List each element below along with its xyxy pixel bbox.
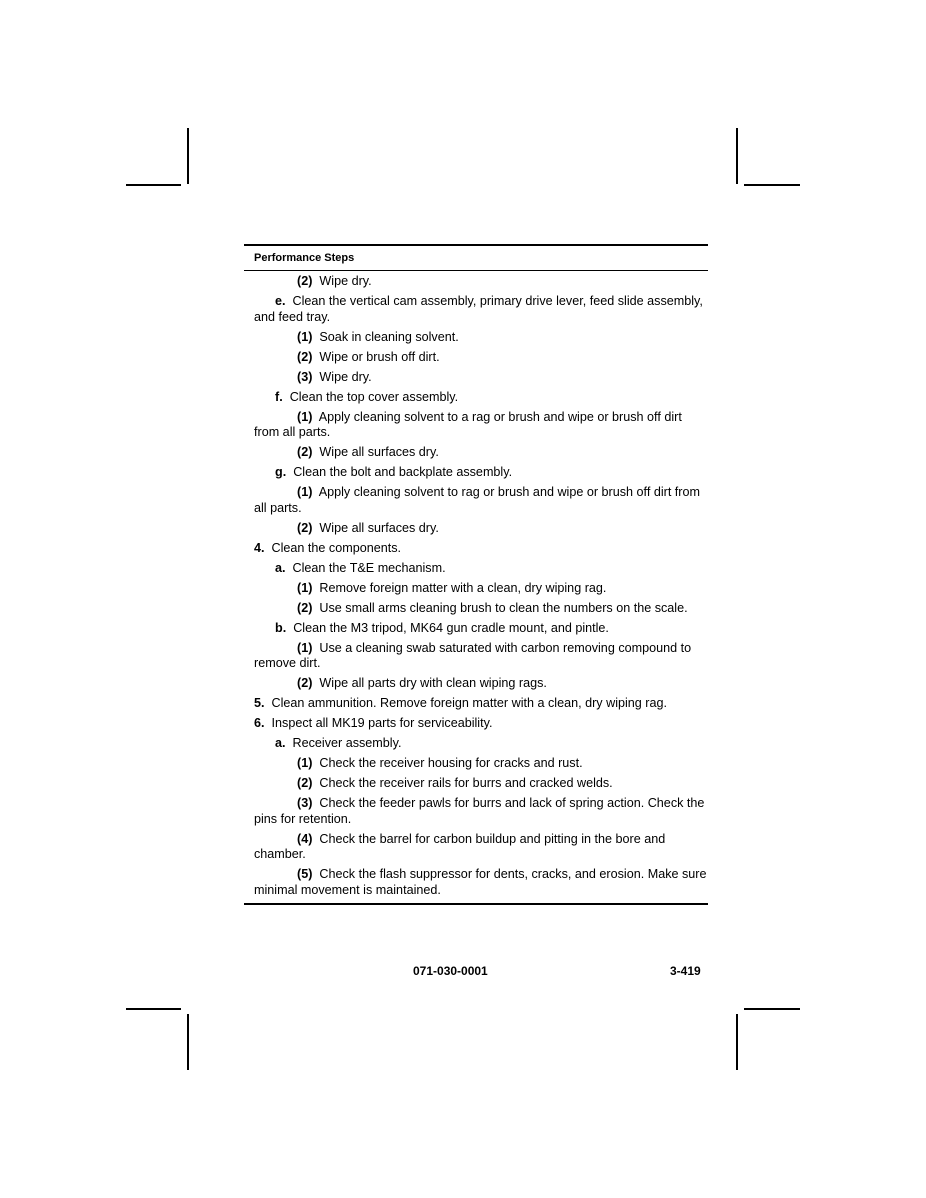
step-item: [254, 776, 708, 792]
step-item: [254, 370, 708, 386]
step-label: (1): [297, 485, 313, 499]
step-label: (3): [297, 369, 313, 384]
step-text: Check the barrel for carbon buildup and pitting in the bore and chamber.: [254, 831, 666, 861]
step-text: Wipe all surfaces dry.: [319, 445, 439, 459]
step-label: (5): [297, 867, 313, 881]
step-item: [254, 445, 708, 461]
step-item: [254, 756, 708, 772]
step-label: (1): [297, 756, 313, 770]
step-label: (1): [297, 580, 313, 595]
step-text: Remove foreign matter with a clean, dry wiping rag.: [319, 580, 607, 595]
step-label: (2): [297, 520, 313, 535]
step-item: [254, 465, 708, 481]
step-text: Clean the components.: [271, 540, 402, 555]
bottom-rule: [244, 903, 708, 905]
step-item: [254, 390, 708, 406]
step-text: Clean the top cover assembly.: [289, 389, 459, 404]
step-item: [254, 521, 708, 537]
step-label: (2): [297, 274, 313, 288]
step-item: [254, 541, 708, 557]
step-text: Wipe all surfaces dry.: [319, 520, 439, 535]
step-label: (1): [297, 409, 313, 424]
crop-mark-bottom-left-vertical: [187, 1014, 189, 1070]
step-label: (3): [297, 796, 313, 810]
step-text: Wipe dry.: [319, 274, 372, 288]
section-title: Performance Steps: [254, 252, 355, 264]
step-label: b.: [275, 620, 287, 635]
section-header: [244, 246, 708, 271]
step-text: Check the flash suppressor for dents, cracks, and erosion. Make sure minimal movement is maintained.: [254, 867, 707, 897]
step-label: (1): [297, 329, 313, 344]
step-text: Wipe or brush off dirt.: [319, 349, 440, 364]
crop-mark-bottom-right-vertical: [736, 1014, 738, 1070]
step-label: a.: [275, 560, 286, 575]
step-item: [254, 621, 708, 637]
step-text: Wipe all parts dry with clean wiping rags.: [319, 676, 547, 690]
step-label: a.: [275, 736, 286, 750]
step-item: [254, 294, 708, 325]
step-text: Check the receiver rails for burrs and cracked welds.: [319, 776, 613, 790]
step-item: [254, 601, 708, 617]
step-label: 5.: [254, 696, 265, 710]
step-item: [254, 736, 708, 752]
step-label: (2): [297, 600, 313, 615]
step-item: [254, 696, 708, 712]
step-text: Apply cleaning solvent to rag or brush and wipe or brush off dirt from all parts.: [254, 485, 700, 515]
step-label: (1): [297, 640, 313, 655]
step-text: Receiver assembly.: [292, 736, 402, 750]
step-label: 4.: [254, 540, 265, 555]
performance-steps-section: [244, 244, 708, 905]
crop-mark-top-right-horizontal: [744, 184, 800, 186]
step-text: Apply cleaning solvent to a rag or brush and wipe or brush off dirt from all parts.: [254, 409, 682, 439]
step-item: [254, 832, 708, 863]
step-text: Clean the vertical cam assembly, primary drive lever, feed slide assembly, and feed tray.: [254, 294, 703, 324]
step-text: Check the feeder pawls for burrs and lack of spring action. Check the pins for retention.: [254, 796, 705, 826]
step-label: (2): [297, 445, 313, 459]
step-text: Soak in cleaning solvent.: [319, 329, 459, 344]
step-label: g.: [275, 465, 287, 479]
step-text: Clean the bolt and backplate assembly.: [293, 465, 513, 479]
crop-mark-top-left-vertical: [187, 128, 189, 184]
step-label: e.: [275, 294, 286, 308]
step-item: [254, 561, 708, 577]
step-item: [254, 641, 708, 672]
step-text: Inspect all MK19 parts for serviceability.: [271, 716, 493, 730]
crop-mark-top-left-horizontal: [126, 184, 181, 186]
step-item: [254, 716, 708, 732]
step-label: (2): [297, 776, 313, 790]
step-item: [254, 676, 708, 692]
crop-mark-bottom-left-horizontal: [126, 1008, 181, 1010]
crop-mark-bottom-right-horizontal: [744, 1008, 800, 1010]
step-text: Clean ammunition. Remove foreign matter with a clean, dry wiping rag.: [271, 696, 668, 710]
step-label: f.: [275, 389, 283, 404]
step-item: [254, 581, 708, 597]
step-label: (2): [297, 676, 313, 690]
step-text: Clean the T&E mechanism.: [292, 560, 446, 575]
step-label: (4): [297, 831, 313, 846]
page-number: 3-419: [670, 964, 701, 978]
step-text: Clean the M3 tripod, MK64 gun cradle mount, and pintle.: [293, 620, 609, 635]
step-text: Use a cleaning swab saturated with carbon removing compound to remove dirt.: [254, 640, 692, 670]
steps-list: [244, 271, 708, 898]
step-text: Wipe dry.: [319, 369, 372, 384]
step-label: 6.: [254, 716, 265, 730]
step-item: [254, 796, 708, 827]
step-item: [254, 410, 708, 441]
step-item: [254, 330, 708, 346]
step-text: Use small arms cleaning brush to clean the numbers on the scale.: [319, 600, 688, 615]
step-item: [254, 867, 708, 898]
step-label: (2): [297, 349, 313, 364]
step-text: Check the receiver housing for cracks and rust.: [319, 756, 583, 770]
document-number: 071-030-0001: [413, 964, 488, 978]
step-item: [254, 274, 708, 290]
step-item: [254, 350, 708, 366]
crop-mark-top-right-vertical: [736, 128, 738, 184]
step-item: [254, 485, 708, 516]
